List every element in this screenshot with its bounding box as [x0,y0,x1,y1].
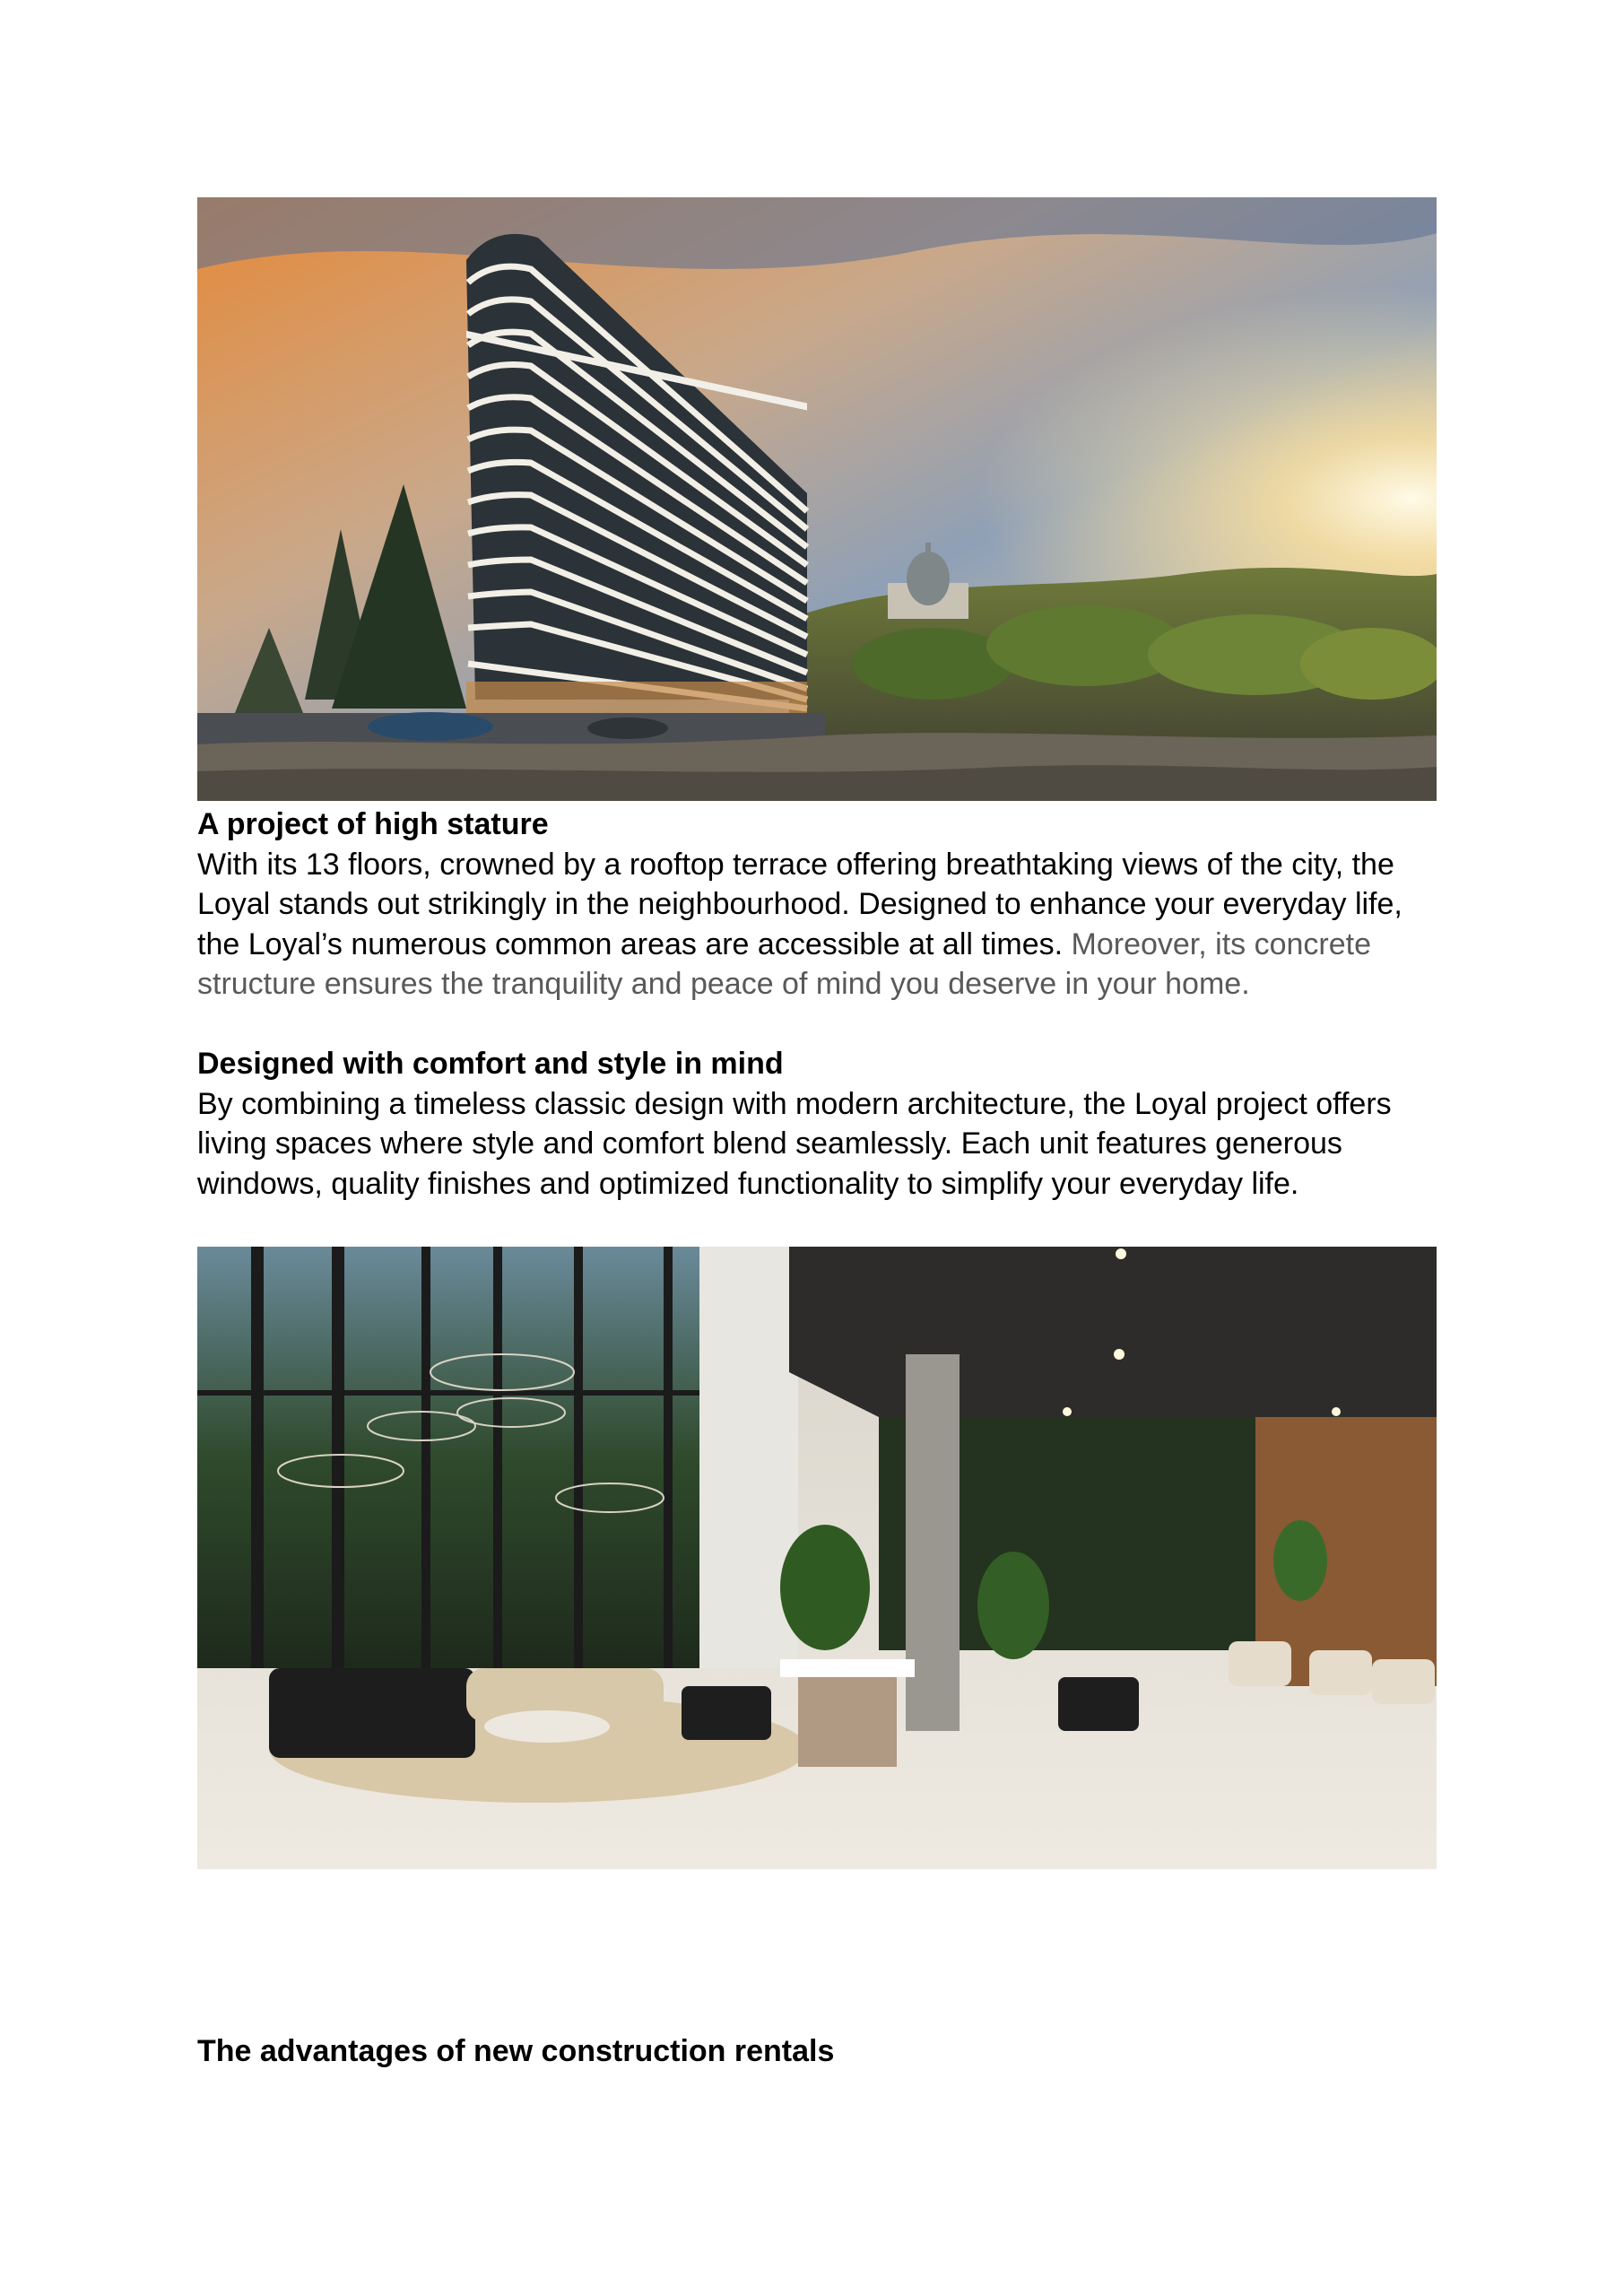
body-text-muted: Moreover, its concrete structure ensures the tranquility and peace of mind you deserve in your home. [197,926,1371,1001]
section-body: By combining a timeless classic design with modern architecture, the Loyal project offers living spaces where style and comfort blend seamlessly. Each unit features generous windows, quality finishes and optimized functionality to simplify your everyday life. [197,1086,1392,1201]
building-exterior-photo [197,197,1437,801]
lobby-interior-illustration [197,1247,1437,1869]
lobby-interior-photo [197,1247,1437,1869]
body-text: With its 13 floors, crowned by a rooftop terrace offering breathtaking views of the city, the Loyal stands out strikingly in the neighbourhood. Designed to enhance your everyday life, the Loyal’s numerous common areas are accessible at all times. [197,847,1403,961]
section-heading: The advantages of new construction rentals [197,2034,835,2068]
section-high-stature [197,804,1453,1004]
building-exterior-illustration [197,197,1437,801]
section-comfort-style [197,1044,1453,1204]
section-advantages [197,2031,1453,2072]
section-heading: A project of high stature [197,807,549,841]
section-body [197,845,1453,1004]
section-heading: Designed with comfort and style in mind [197,1047,784,1081]
